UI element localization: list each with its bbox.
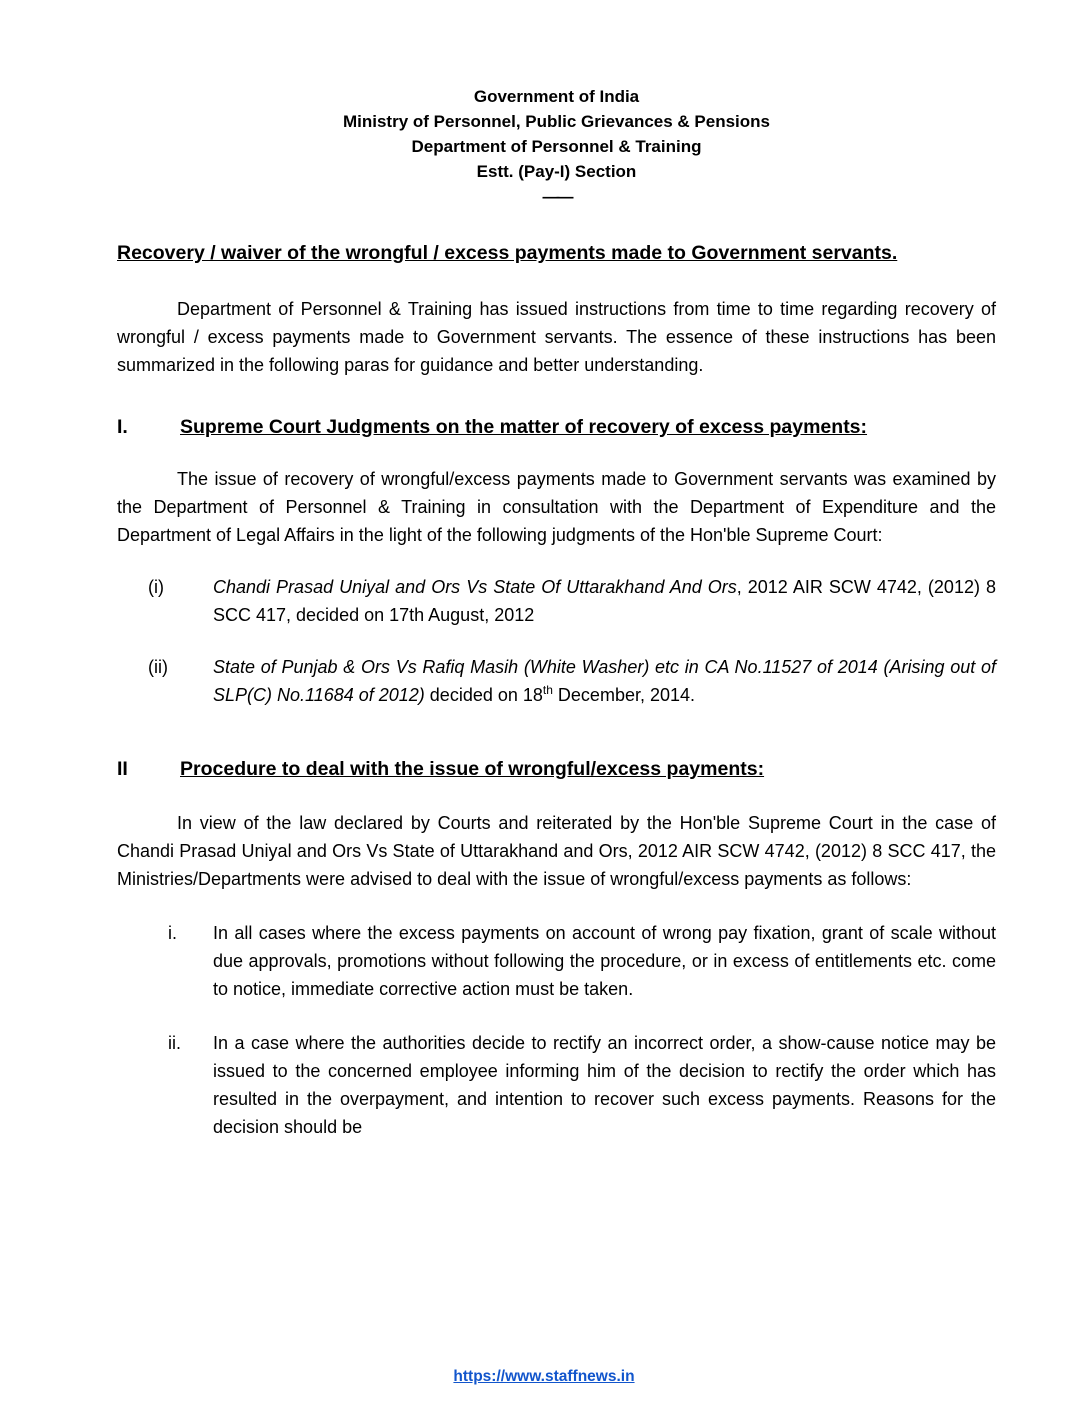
case-item-1-details: , 2012 AIR SCW 4742, (2012) 8 SCC 417, decided on 17th August, 2012 — [213, 577, 996, 625]
case-item-1-marker: (i) — [148, 577, 164, 597]
case-item-1-citation: Chandi Prasad Uniyal and Ors Vs State Of Uttarakhand And Ors — [213, 577, 737, 597]
case-item-2-marker: (ii) — [148, 657, 168, 677]
header-divider: —— — [542, 187, 571, 206]
case-item-2-details-pre: decided on 18 — [424, 685, 543, 705]
footer — [0, 1368, 1088, 1386]
section-2-number: II — [117, 758, 128, 780]
header-line-ministry: Ministry of Personnel, Public Grievances & Pensions — [342, 112, 771, 131]
intro-paragraph: Department of Personnel & Training has issued instructions from time to time regarding recovery of wrongful / excess payments made to Government servants. The essence of these instructions has been summarized in the following paras for guidance and better understanding. — [117, 299, 996, 375]
section-2-title: Procedure to deal with the issue of wrongful/excess payments: — [180, 758, 765, 780]
case-item-2 — [117, 653, 996, 709]
procedure-item-1 — [117, 919, 996, 1003]
header-line-department: Department of Personnel & Training — [411, 137, 702, 156]
procedure-item-2 — [117, 1029, 996, 1141]
section-2-paragraph: In view of the law declared by Courts and reiterated by the Hon'ble Supreme Court in the case of Chandi Prasad Uniyal and Ors Vs State of Uttarakhand and Ors, 2012 AIR SCW 4742, (2012) 8 SCC 417, the Ministries/Departments were advised to deal with the issue of wrongful/excess payments as follows: — [117, 813, 996, 889]
case-item-2-text — [213, 657, 996, 705]
case-item-2-details-post: December, 2014. — [552, 685, 696, 705]
section-1-number: I. — [117, 416, 128, 438]
section-1-paragraph: The issue of recovery of wrongful/excess payments made to Government servants was examined by the Department of Personnel & Training in consultation with the Department of Expenditure and the Department of Legal Affairs in the light of the following judgments of the Hon'ble Supreme Court: — [117, 469, 996, 545]
header-line-section: Estt. (Pay-I) Section — [476, 162, 637, 181]
header-line-government: Government of India — [473, 87, 640, 106]
footer-link[interactable]: https://www.staffnews.in — [453, 1368, 635, 1385]
document-header — [117, 84, 996, 209]
case-item-2-ordinal-suffix: th — [542, 683, 553, 697]
section-1-heading — [117, 413, 996, 441]
case-item-2-citation: State of Punjab & Ors Vs Rafiq Masih (White Washer) etc in CA No.11527 of 2014 (Arising out of SLP(C) No.11684 of 2012) — [213, 657, 996, 705]
case-item-1-text — [213, 577, 996, 625]
subject-heading: Recovery / waiver of the wrongful / excess payments made to Government servants. — [117, 242, 898, 264]
section-2-heading — [117, 755, 996, 783]
section-1-title: Supreme Court Judgments on the matter of recovery of excess payments: — [180, 416, 868, 438]
case-item-1 — [117, 573, 996, 629]
procedure-item-2-marker: ii. — [168, 1033, 181, 1053]
procedure-item-2-text: In a case where the authorities decide to rectify an incorrect order, a show-cause notice may be issued to the concerned employee informing him of the decision to rectify the order which has resulted in the overpayment, and intention to recover such excess payments. Reasons for the decision should be — [213, 1033, 996, 1137]
procedure-item-1-text: In all cases where the excess payments on account of wrong pay fixation, grant of scale without due approvals, promotions without following the procedure, or in excess of entitlements etc. come to notice, immediate corrective action must be taken. — [213, 923, 996, 999]
procedure-item-1-marker: i. — [168, 923, 177, 943]
